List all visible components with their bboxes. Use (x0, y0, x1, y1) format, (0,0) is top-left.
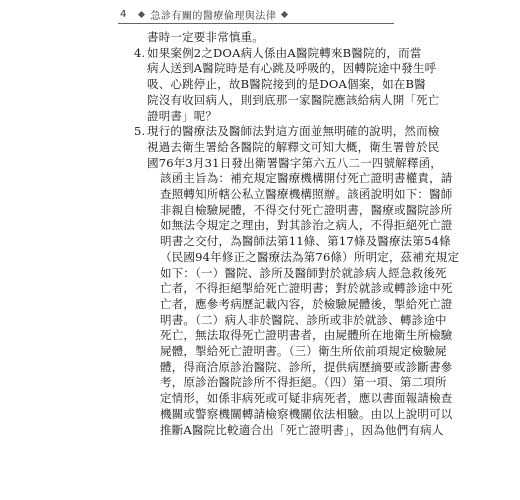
text-line (160, 375, 447, 389)
line-text: 吸、心跳停止，故B醫院接到的是DOA個案，如在B醫 (147, 77, 426, 92)
text-line (134, 140, 440, 154)
text-line (160, 234, 451, 248)
text-line (134, 46, 422, 60)
line-text: 亡者，不得拒絕掣給死亡證明書；對於就診或轉診途中死 (160, 281, 453, 296)
line-text: 視過去衛生署給各醫院的解釋文可知大概，衛生署曾於民 (147, 139, 440, 154)
text-line (134, 156, 442, 170)
chapter-title: 急診有關的醫療倫理與法律 (150, 10, 277, 22)
text-line (134, 124, 440, 138)
line-text: 明書。（二）病人非於醫院、診所或非於就診、轉診途中 (160, 312, 447, 327)
line-text: 病人送到A醫院時是有心跳及呼吸的，因轉院途中發生呼 (147, 61, 437, 76)
line-text: 現行的醫療法及醫師法對這方面並無明確的說明，然而檢 (147, 124, 440, 139)
text-line (160, 281, 453, 295)
page-number: 4 (120, 8, 127, 20)
text-line (160, 187, 453, 201)
text-line (160, 250, 459, 264)
text-line (160, 391, 453, 405)
text-line (160, 297, 453, 311)
text-line (160, 266, 447, 280)
text-line (134, 109, 217, 123)
line-text: 該函主旨為：補充規定醫療機構開付死亡證明書權責，請 (160, 171, 453, 186)
text-line (134, 61, 436, 75)
list-marker: 4. (134, 45, 146, 60)
text-line (160, 218, 453, 232)
text-line (160, 171, 453, 185)
line-text: 非親自檢驗屍體，不得交付死亡證明書，醫療或醫院診所 (160, 202, 453, 217)
line-text: 亡者，應參考病歷記載內容，於檢驗屍體後，掣給死亡證 (160, 296, 453, 311)
line-text: 考，原診治醫院診所不得拒絕。（四）第一項、第二項所 (160, 375, 447, 390)
text-line (160, 407, 453, 421)
text-line (134, 77, 426, 91)
line-text: 書時一定要非常慎重。 (147, 30, 264, 44)
list-marker: 5. (134, 124, 146, 139)
text-line (160, 203, 453, 217)
line-text: 推斷A醫院比較適合出「死亡證明書」，因為他們有病人 (160, 422, 444, 437)
line-text: 證明書」呢？ (147, 108, 218, 123)
line-text: 定情形，如係非病死或可疑非病死者，應以書面報請檢查 (160, 391, 453, 406)
line-text: 屍體，掣給死亡證明書。（三）衛生所依前項規定檢驗屍 (160, 344, 447, 358)
line-text: 如無法令規定之理由，對其診治之病人，不得拒絕死亡證 (160, 218, 453, 233)
line-text: 明書之交付，為醫師法第11條、第17條及醫療法第54條 (160, 234, 451, 249)
text-line (160, 344, 447, 358)
line-text: 體，得商洽原診治醫院、診所，提供病歷摘要或診斷書參 (160, 359, 453, 374)
text-line (160, 328, 453, 342)
text-line (134, 93, 440, 107)
line-text: 機關或警察機關轉請檢察機關依法相驗。由以上說明可以 (160, 406, 453, 421)
line-text: 院沒有收回病人，則到底那一家醫院應該給病人開「死亡 (147, 92, 440, 107)
line-text: 國76年3月31日發出衛署醫字第六五八二一四號解釋函， (147, 155, 442, 170)
text-line (160, 423, 444, 437)
line-text: 如下：（一）醫院、診所及醫師對於就診病人經急救後死 (160, 265, 447, 280)
line-text: 查照轉知所轄公私立醫療機構照辦。該函說明如下：醫師 (160, 187, 453, 201)
text-line (160, 313, 447, 327)
line-text: 如果案例2之DOA病人係由A醫院轉來B醫院的，而當 (147, 45, 422, 60)
text-line (160, 360, 453, 374)
text-line (147, 30, 264, 44)
line-text: （民國94年修正之醫療法為第76條）所明定，茲補充規定 (160, 249, 460, 264)
line-text: 死亡，無法取得死亡證明書者，由屍體所在地衛生所檢驗 (160, 328, 453, 343)
